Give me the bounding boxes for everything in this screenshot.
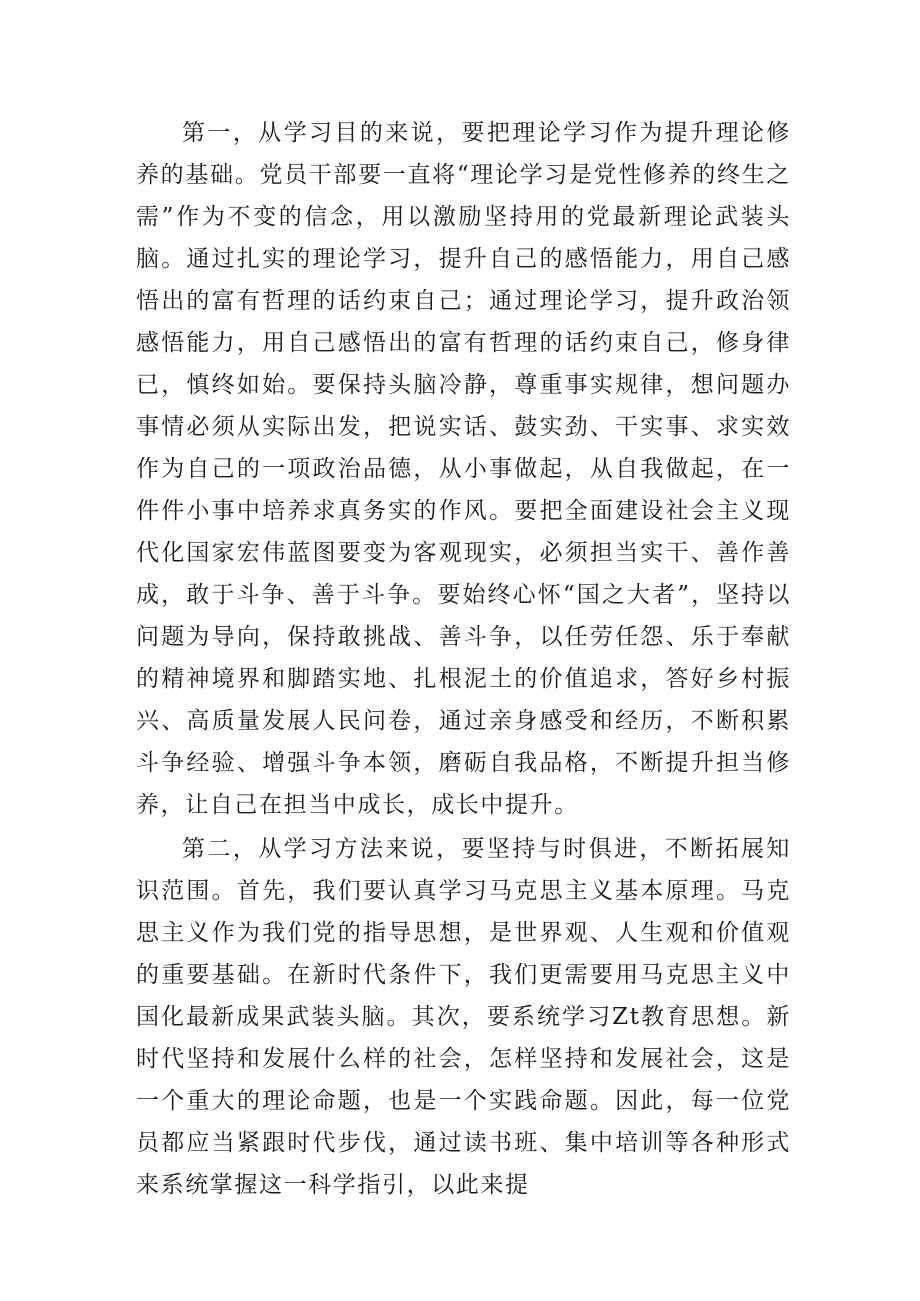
paragraph-study-method: 第二，从学习方法来说，要坚持与时俱进，不断拓展知识范围。首先，我们要认真学习马克思主义基本原理。马克思主义作为我们党的指导思想，是世界观、人生观和价值观的重要基础。在新时代条件下，我们更需要用马克思主义中国化最新成果武装头脑。其次，要系统学习Zt教育思想。新时代坚持和发展什么样的社会，怎样坚持和发展社会，这是一个重大的理论命题，也是一个实践命题。因此，每一位党员都应当紧跟时代步伐，通过读书班、集中培训等各种形式来系统掌握这一科学指引，以此来提 (136, 836, 791, 1198)
paragraph-study-purpose: 第一，从学习目的来说，要把理论学习作为提升理论修养的基础。党员干部要一直将“理论学习是党性修养的终生之需”作为不变的信念，用以激励坚持用的党最新理论武装头脑。通过扎实的理论学习，提升自己的感悟能力，用自己感悟出的富有哲理的话约束自己；通过理论学习，提升政治领感悟能力，用自己感悟出的富有哲理的话约束自己，修身律已，慎终如始。要保持头脑冷静，尊重事实规律，想问题办事情必须从实际出发，把说实话、鼓实劲、干实事、求实效作为自己的一项政治品德，从小事做起，从自我做起，在一件件小事中培养求真务实的作风。要把全面建设社会主义现代化国家宏伟蓝图要变为客观现实，必须担当实干、善作善成，敢于斗争、善于斗争。要始终心怀“国之大者”，坚持以问题为导向，保持敢挑战、善斗争，以任劳任怨、乐于奉献的精神境界和脚踏实地、扎根泥土的价值追求，答好乡村振兴、高质量发展人民问卷，通过亲身感受和经历，不断积累斗争经验、增强斗争本领，磨砺自我品格，不断提升担当修养，让自己在担当中成长，成长中提升。 (136, 120, 791, 818)
document-body (136, 112, 791, 1206)
